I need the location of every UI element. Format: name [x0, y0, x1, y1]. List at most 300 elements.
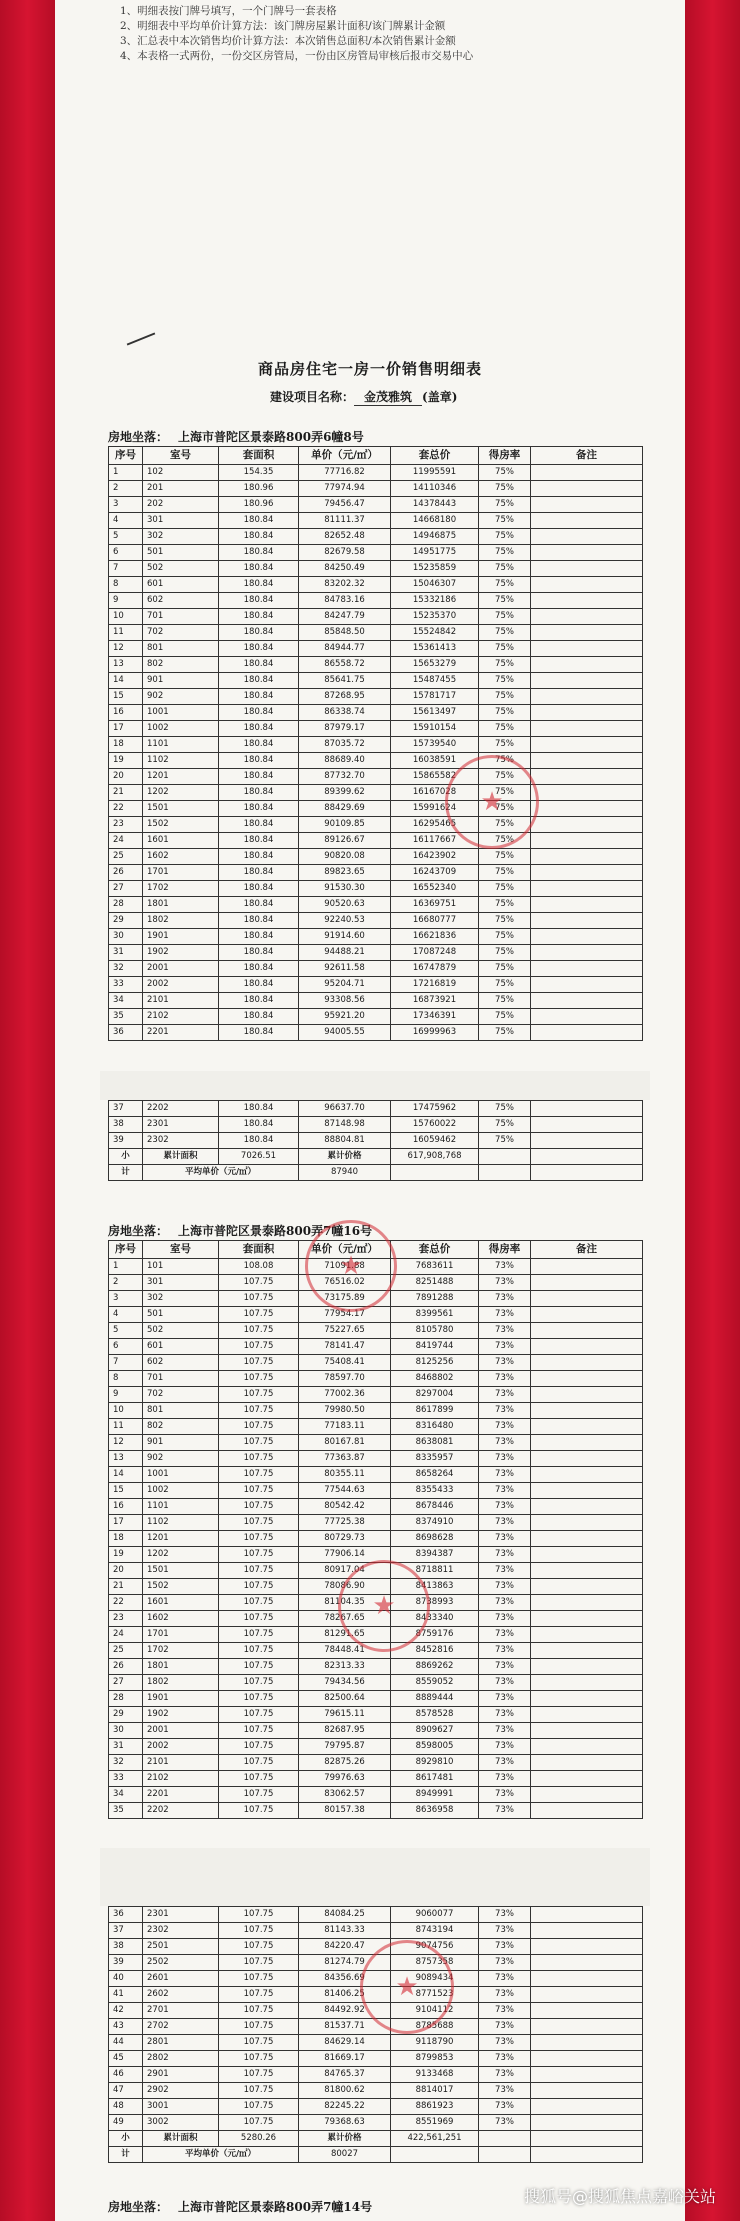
empty-cell	[479, 2147, 531, 2163]
table-row	[109, 769, 643, 785]
empty-cell	[531, 2131, 643, 2147]
remarks	[531, 865, 643, 881]
table-row	[109, 1755, 643, 1771]
room-number: 1901	[143, 1691, 219, 1707]
table-row	[109, 2115, 643, 2131]
row-number: 27	[109, 1675, 143, 1691]
row-number: 2	[109, 481, 143, 497]
unit-price: 82875.26	[299, 1755, 391, 1771]
summary-side: 计	[109, 1165, 143, 1181]
unit-price: 88804.81	[299, 1133, 391, 1149]
room-number: 1101	[143, 1499, 219, 1515]
project-line	[270, 388, 457, 406]
remarks	[531, 849, 643, 865]
unit-price: 90520.63	[299, 897, 391, 913]
remarks	[531, 1371, 643, 1387]
efficiency-ratio: 73%	[479, 1955, 531, 1971]
remarks	[531, 1339, 643, 1355]
total-price: 617,908,768	[391, 1149, 479, 1165]
efficiency-ratio: 75%	[479, 913, 531, 929]
note-line: 2、明细表中平均单价计算方法：该门牌房屋累计面积/该门牌累计金额	[120, 20, 446, 32]
table-row	[109, 801, 643, 817]
table-row	[109, 1101, 643, 1117]
efficiency-ratio: 75%	[479, 705, 531, 721]
efficiency-ratio: 73%	[479, 1755, 531, 1771]
total-price: 15739540	[391, 737, 479, 753]
unit-area: 180.84	[219, 625, 299, 641]
remarks	[531, 625, 643, 641]
efficiency-ratio: 73%	[479, 2099, 531, 2115]
remarks	[531, 2051, 643, 2067]
table-row	[109, 993, 643, 1009]
total-price: 16873921	[391, 993, 479, 1009]
row-number: 9	[109, 593, 143, 609]
row-number: 21	[109, 1579, 143, 1595]
efficiency-ratio: 73%	[479, 1323, 531, 1339]
project-label: 建设项目名称：	[270, 390, 355, 404]
row-number: 38	[109, 1117, 143, 1133]
remarks	[531, 1547, 643, 1563]
total-price: 15361413	[391, 641, 479, 657]
room-number: 2302	[143, 1923, 219, 1939]
table-row	[109, 753, 643, 769]
table-row	[109, 721, 643, 737]
table-row	[109, 673, 643, 689]
remarks	[531, 1499, 643, 1515]
table-row	[109, 497, 643, 513]
remarks	[531, 993, 643, 1009]
sales-table-building-2-cont	[108, 1906, 643, 2163]
efficiency-ratio: 73%	[479, 1707, 531, 1723]
room-number: 1002	[143, 721, 219, 737]
unit-price: 77954.17	[299, 1307, 391, 1323]
unit-area: 107.75	[219, 1563, 299, 1579]
remarks	[531, 2099, 643, 2115]
unit-area: 107.75	[219, 2035, 299, 2051]
room-number: 202	[143, 497, 219, 513]
sales-table-building-1-cont	[108, 1100, 643, 1181]
remarks	[531, 1025, 643, 1041]
total-price: 7891288	[391, 1291, 479, 1307]
total-price: 16552340	[391, 881, 479, 897]
efficiency-ratio: 75%	[479, 609, 531, 625]
efficiency-ratio: 73%	[479, 1987, 531, 2003]
room-number: 1602	[143, 849, 219, 865]
room-number: 2302	[143, 1133, 219, 1149]
room-number: 902	[143, 1451, 219, 1467]
address-building-3	[108, 2198, 372, 2215]
remarks	[531, 1723, 643, 1739]
remarks	[531, 577, 643, 593]
efficiency-ratio: 75%	[479, 849, 531, 865]
unit-price: 71091.88	[299, 1259, 391, 1275]
unit-area: 180.96	[219, 497, 299, 513]
unit-price: 77906.14	[299, 1547, 391, 1563]
total-area-label: 累计面积	[143, 2131, 219, 2147]
efficiency-ratio: 75%	[479, 721, 531, 737]
room-number: 2102	[143, 1771, 219, 1787]
table-row	[109, 961, 643, 977]
remarks	[531, 1403, 643, 1419]
row-number: 31	[109, 1739, 143, 1755]
remarks	[531, 529, 643, 545]
unit-area: 107.75	[219, 1907, 299, 1923]
room-number: 1602	[143, 1611, 219, 1627]
unit-price: 78448.41	[299, 1643, 391, 1659]
total-price: 16423902	[391, 849, 479, 865]
unit-price: 78597.70	[299, 1371, 391, 1387]
total-price: 15910154	[391, 721, 479, 737]
address-label: 房地坐落：	[108, 2200, 169, 2214]
total-price: 8433340	[391, 1611, 479, 1627]
remarks	[531, 1563, 643, 1579]
room-number: 2301	[143, 1117, 219, 1133]
table-row	[109, 545, 643, 561]
row-number: 48	[109, 2099, 143, 2115]
total-price: 15332186	[391, 593, 479, 609]
table-row	[109, 1387, 643, 1403]
unit-price: 94488.21	[299, 945, 391, 961]
room-number: 601	[143, 1339, 219, 1355]
unit-area: 180.84	[219, 577, 299, 593]
efficiency-ratio: 73%	[479, 2115, 531, 2131]
efficiency-ratio: 75%	[479, 497, 531, 513]
table-row	[109, 2067, 643, 2083]
total-price: 8394387	[391, 1547, 479, 1563]
table-row	[109, 1117, 643, 1133]
page-title: 商品房住宅一房一价销售明细表	[257, 360, 482, 378]
table-row	[109, 561, 643, 577]
row-number: 8	[109, 577, 143, 593]
sales-table-building-2	[108, 1240, 643, 1819]
unit-area: 107.75	[219, 1939, 299, 1955]
unit-price: 87268.95	[299, 689, 391, 705]
unit-price: 85641.75	[299, 673, 391, 689]
table-row	[109, 881, 643, 897]
remarks	[531, 1907, 643, 1923]
total-price: 8468802	[391, 1371, 479, 1387]
row-number: 3	[109, 497, 143, 513]
total-price: 8718811	[391, 1563, 479, 1579]
efficiency-ratio: 73%	[479, 2035, 531, 2051]
table-row	[109, 2035, 643, 2051]
row-number: 10	[109, 1403, 143, 1419]
total-price: 8909627	[391, 1723, 479, 1739]
total-price: 17346391	[391, 1009, 479, 1025]
row-number: 12	[109, 641, 143, 657]
row-number: 27	[109, 881, 143, 897]
unit-price: 75408.41	[299, 1355, 391, 1371]
row-number: 34	[109, 1787, 143, 1803]
unit-price: 73175.89	[299, 1291, 391, 1307]
room-number: 102	[143, 465, 219, 481]
row-number: 36	[109, 1907, 143, 1923]
total-price: 15235859	[391, 561, 479, 577]
remarks	[531, 2035, 643, 2051]
efficiency-ratio: 73%	[479, 1643, 531, 1659]
unit-price: 78086.90	[299, 1579, 391, 1595]
unit-area: 180.84	[219, 609, 299, 625]
unit-price: 88689.40	[299, 753, 391, 769]
row-number: 11	[109, 1419, 143, 1435]
room-number: 2101	[143, 1755, 219, 1771]
official-seal	[445, 755, 539, 849]
unit-price: 91914.60	[299, 929, 391, 945]
total-price: 15781717	[391, 689, 479, 705]
row-number: 32	[109, 1755, 143, 1771]
efficiency-ratio: 73%	[479, 2003, 531, 2019]
total-price: 8869262	[391, 1659, 479, 1675]
unit-area: 107.75	[219, 1627, 299, 1643]
table-row	[109, 2099, 643, 2115]
row-number: 18	[109, 737, 143, 753]
remarks	[531, 1419, 643, 1435]
unit-area: 180.84	[219, 593, 299, 609]
address-label: 房地坐落：	[108, 1224, 169, 1238]
row-number: 6	[109, 1339, 143, 1355]
remarks	[531, 1435, 643, 1451]
remarks	[531, 1971, 643, 1987]
unit-area: 180.84	[219, 801, 299, 817]
remarks	[531, 1387, 643, 1403]
unit-price: 77002.36	[299, 1387, 391, 1403]
column-header: 套总价	[391, 1241, 479, 1259]
remarks	[531, 1675, 643, 1691]
total-price: 15760022	[391, 1117, 479, 1133]
room-number: 1201	[143, 769, 219, 785]
unit-price: 80167.81	[299, 1435, 391, 1451]
unit-area: 107.75	[219, 2019, 299, 2035]
efficiency-ratio: 73%	[479, 1435, 531, 1451]
efficiency-ratio: 73%	[479, 1547, 531, 1563]
row-number: 4	[109, 1307, 143, 1323]
unit-area: 107.75	[219, 2003, 299, 2019]
total-price: 16117667	[391, 833, 479, 849]
total-price-label: 累计价格	[299, 1149, 391, 1165]
efficiency-ratio: 75%	[479, 753, 531, 769]
table-row	[109, 1691, 643, 1707]
remarks	[531, 497, 643, 513]
column-header: 序号	[109, 447, 143, 465]
efficiency-ratio: 75%	[479, 929, 531, 945]
row-number: 5	[109, 529, 143, 545]
row-number: 24	[109, 1627, 143, 1643]
remarks	[531, 1739, 643, 1755]
unit-area: 180.84	[219, 529, 299, 545]
table-header-row	[109, 447, 643, 465]
row-number: 19	[109, 753, 143, 769]
column-header: 单价（元/㎡）	[299, 447, 391, 465]
efficiency-ratio: 75%	[479, 673, 531, 689]
remarks	[531, 913, 643, 929]
total-price: 8617899	[391, 1403, 479, 1419]
row-number: 16	[109, 1499, 143, 1515]
efficiency-ratio: 75%	[479, 577, 531, 593]
room-number: 802	[143, 1419, 219, 1435]
remarks	[531, 1133, 643, 1149]
row-number: 29	[109, 1707, 143, 1723]
room-number: 1202	[143, 785, 219, 801]
efficiency-ratio: 73%	[479, 1971, 531, 1987]
table-row	[109, 577, 643, 593]
table-row	[109, 1723, 643, 1739]
column-header: 套面积	[219, 1241, 299, 1259]
efficiency-ratio: 75%	[479, 465, 531, 481]
remarks	[531, 1579, 643, 1595]
table-row	[109, 529, 643, 545]
remarks	[531, 705, 643, 721]
remarks	[531, 1467, 643, 1483]
table-row	[109, 2083, 643, 2099]
efficiency-ratio: 73%	[479, 1923, 531, 1939]
remarks	[531, 753, 643, 769]
total-price: 9060077	[391, 1907, 479, 1923]
table-row	[109, 1339, 643, 1355]
total-price: 8814017	[391, 2083, 479, 2099]
total-price: 16369751	[391, 897, 479, 913]
remarks	[531, 1355, 643, 1371]
unit-area: 107.75	[219, 2099, 299, 2115]
unit-price: 81406.25	[299, 1987, 391, 2003]
room-number: 602	[143, 593, 219, 609]
unit-price: 81274.79	[299, 1955, 391, 1971]
efficiency-ratio: 75%	[479, 897, 531, 913]
unit-area: 107.75	[219, 1339, 299, 1355]
row-number: 39	[109, 1133, 143, 1149]
unit-price: 81800.62	[299, 2083, 391, 2099]
efficiency-ratio: 73%	[479, 1531, 531, 1547]
row-number: 22	[109, 1595, 143, 1611]
unit-area: 107.75	[219, 1955, 299, 1971]
remarks	[531, 513, 643, 529]
row-number: 8	[109, 1371, 143, 1387]
room-number: 1502	[143, 1579, 219, 1595]
unit-price: 87148.98	[299, 1117, 391, 1133]
row-number: 14	[109, 673, 143, 689]
room-number: 2202	[143, 1101, 219, 1117]
table-row	[109, 481, 643, 497]
unit-price: 90109.85	[299, 817, 391, 833]
project-name: 金茂雅筑	[354, 388, 422, 406]
row-number: 3	[109, 1291, 143, 1307]
table-row	[109, 2051, 643, 2067]
unit-price: 81291.65	[299, 1627, 391, 1643]
efficiency-ratio: 75%	[479, 593, 531, 609]
unit-price: 83202.32	[299, 577, 391, 593]
total-price: 8757358	[391, 1955, 479, 1971]
row-number: 16	[109, 705, 143, 721]
remarks	[531, 1803, 643, 1819]
total-price: 15865582	[391, 769, 479, 785]
efficiency-ratio: 73%	[479, 1451, 531, 1467]
total-price: 17475962	[391, 1101, 479, 1117]
efficiency-ratio: 75%	[479, 545, 531, 561]
unit-area: 107.75	[219, 1923, 299, 1939]
total-price: 15613497	[391, 705, 479, 721]
remarks	[531, 1987, 643, 2003]
total-price: 8771523	[391, 1987, 479, 2003]
total-price: 14110346	[391, 481, 479, 497]
row-number: 23	[109, 1611, 143, 1627]
total-price: 16167028	[391, 785, 479, 801]
empty-cell	[479, 2131, 531, 2147]
unit-area: 180.84	[219, 657, 299, 673]
unit-price: 77725.38	[299, 1515, 391, 1531]
table-row	[109, 865, 643, 881]
unit-price: 81537.71	[299, 2019, 391, 2035]
total-price: 7683611	[391, 1259, 479, 1275]
total-area: 5280.26	[219, 2131, 299, 2147]
table-row	[109, 1403, 643, 1419]
total-price: 8419744	[391, 1339, 479, 1355]
table-row	[109, 1323, 643, 1339]
row-number: 20	[109, 1563, 143, 1579]
total-price: 8799853	[391, 2051, 479, 2067]
unit-area: 107.75	[219, 1419, 299, 1435]
unit-area: 180.84	[219, 1133, 299, 1149]
table-row	[109, 1371, 643, 1387]
remarks	[531, 1275, 643, 1291]
remarks	[531, 1627, 643, 1643]
total-price: 8251488	[391, 1275, 479, 1291]
efficiency-ratio: 73%	[479, 1787, 531, 1803]
total-price: 8889444	[391, 1691, 479, 1707]
page-break	[100, 1071, 650, 1100]
unit-price: 80355.11	[299, 1467, 391, 1483]
room-number: 601	[143, 577, 219, 593]
unit-price: 79976.63	[299, 1771, 391, 1787]
unit-price: 78141.47	[299, 1339, 391, 1355]
table-row	[109, 625, 643, 641]
room-number: 2902	[143, 2083, 219, 2099]
table-row	[109, 593, 643, 609]
total-price: 16621836	[391, 929, 479, 945]
efficiency-ratio: 75%	[479, 1025, 531, 1041]
total-price: 16680777	[391, 913, 479, 929]
table-row	[109, 1307, 643, 1323]
room-number: 801	[143, 641, 219, 657]
unit-area: 107.75	[219, 2083, 299, 2099]
column-header: 室号	[143, 1241, 219, 1259]
row-number: 18	[109, 1531, 143, 1547]
room-number: 2502	[143, 1955, 219, 1971]
address-value: 上海市普陀区景泰路800弄7幢14号	[178, 2200, 373, 2214]
address-label: 房地坐落：	[108, 430, 169, 444]
total-price: 14668180	[391, 513, 479, 529]
remarks	[531, 769, 643, 785]
remarks	[531, 689, 643, 705]
table-row	[109, 849, 643, 865]
unit-price: 87732.70	[299, 769, 391, 785]
room-number: 501	[143, 545, 219, 561]
average-row	[109, 2147, 643, 2163]
efficiency-ratio: 73%	[479, 1483, 531, 1499]
total-price: 8335957	[391, 1451, 479, 1467]
unit-price: 76516.02	[299, 1275, 391, 1291]
unit-area: 180.84	[219, 753, 299, 769]
table-row	[109, 1803, 643, 1819]
unit-area: 107.75	[219, 1291, 299, 1307]
room-number: 1202	[143, 1547, 219, 1563]
unit-area: 107.75	[219, 1515, 299, 1531]
remarks	[531, 1939, 643, 1955]
summary-row	[109, 2131, 643, 2147]
unit-price: 91530.30	[299, 881, 391, 897]
remarks	[531, 561, 643, 577]
efficiency-ratio: 75%	[479, 625, 531, 641]
table-row	[109, 1787, 643, 1803]
remarks	[531, 2083, 643, 2099]
